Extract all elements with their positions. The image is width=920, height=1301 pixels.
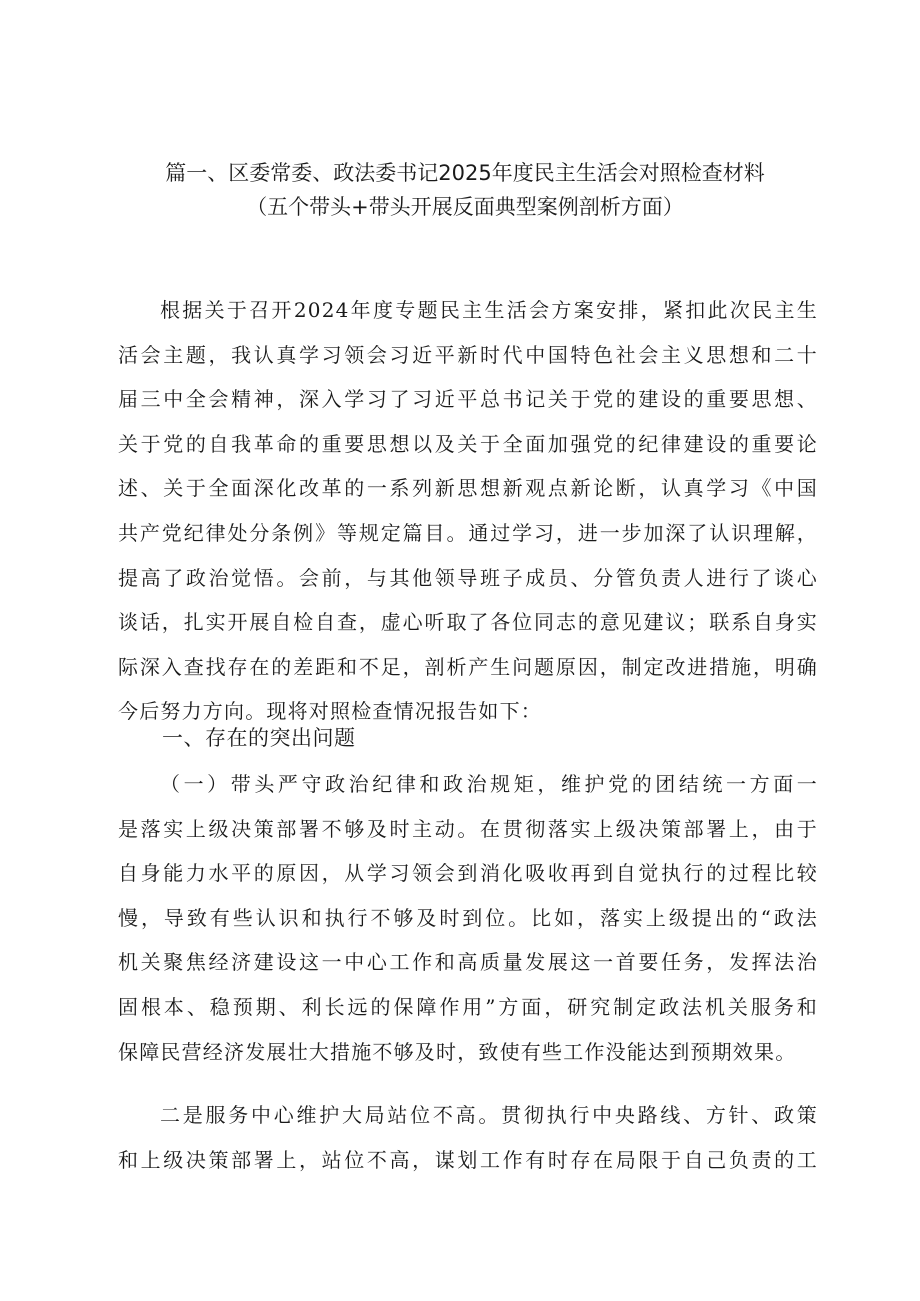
title-line-2: （五个带头+带头开展反面典型案例剖析方面）	[246, 195, 684, 219]
text-line: 二是服务中心维护大局站位不高。贯彻执行中央路线、方针、政策	[160, 1103, 818, 1127]
text-line: 保障民营经济发展壮大措施不够及时，致使有些工作没能达到预期效果。	[118, 1039, 797, 1064]
text-line: 根据关于召开2024年度专题民主生活会方案安排，紧扣此次民主生	[160, 298, 818, 322]
text-line: 和上级决策部署上，站位不高，谋划工作有时存在局限于自己负责的工	[118, 1147, 818, 1172]
text-line: 机关聚焦经济建设这一中心工作和高质量发展这一首要任务，发挥法治	[118, 950, 818, 975]
text-line: 今后努力方向。现将对照检查情况报告如下：	[118, 699, 542, 724]
title-line-1: 篇一、区委常委、政法委书记2025年度民主生活会对照检查材料	[165, 161, 765, 185]
text-line: 共产党纪律处分条例》等规定篇目。通过学习，进一步加深了认识理解，	[118, 520, 818, 545]
text-line: 述、关于全面深化改革的一系列新思想新观点新论断，认真学习《中国	[118, 476, 818, 501]
section-heading: 一、存在的突出问题	[162, 726, 356, 750]
text-line: 是落实上级决策部署不够及时主动。在贯彻落实上级决策部署上，由于	[118, 816, 818, 841]
text-line: 自身能力水平的原因，从学习领会到消化吸收再到自觉执行的过程比较	[118, 861, 818, 886]
text-line: 固根本、稳预期、利长远的保障作用”方面，研究制定政法机关服务和	[118, 994, 818, 1019]
text-line: 际深入查找存在的差距和不足，剖析产生问题原因，制定改进措施，明确	[118, 654, 818, 679]
text-line: 提高了政治觉悟。会前，与其他领导班子成员、分管负责人进行了谈心	[118, 565, 818, 590]
paragraph-section-1	[118, 762, 818, 1074]
text-line: 届三中全会精神，深入学习了习近平总书记关于党的建设的重要思想、	[118, 387, 818, 412]
paragraph-section-2	[118, 1093, 818, 1182]
text-line: 慢，导致有些认识和执行不够及时到位。比如，落实上级提出的“政法	[118, 905, 818, 930]
text-line: 关于党的自我革命的重要思想以及关于全面加强党的纪律建设的重要论	[118, 431, 818, 456]
document-title	[118, 156, 812, 224]
text-line: （一）带头严守政治纪律和政治规矩，维护党的团结统一方面一	[160, 772, 818, 796]
paragraph-intro	[118, 288, 818, 734]
text-line: 活会主题，我认真学习领会习近平新时代中国特色社会主义思想和二十	[118, 342, 818, 367]
text-line: 谈话，扎实开展自检自查，虚心听取了各位同志的意见建议；联系自身实	[118, 610, 818, 635]
